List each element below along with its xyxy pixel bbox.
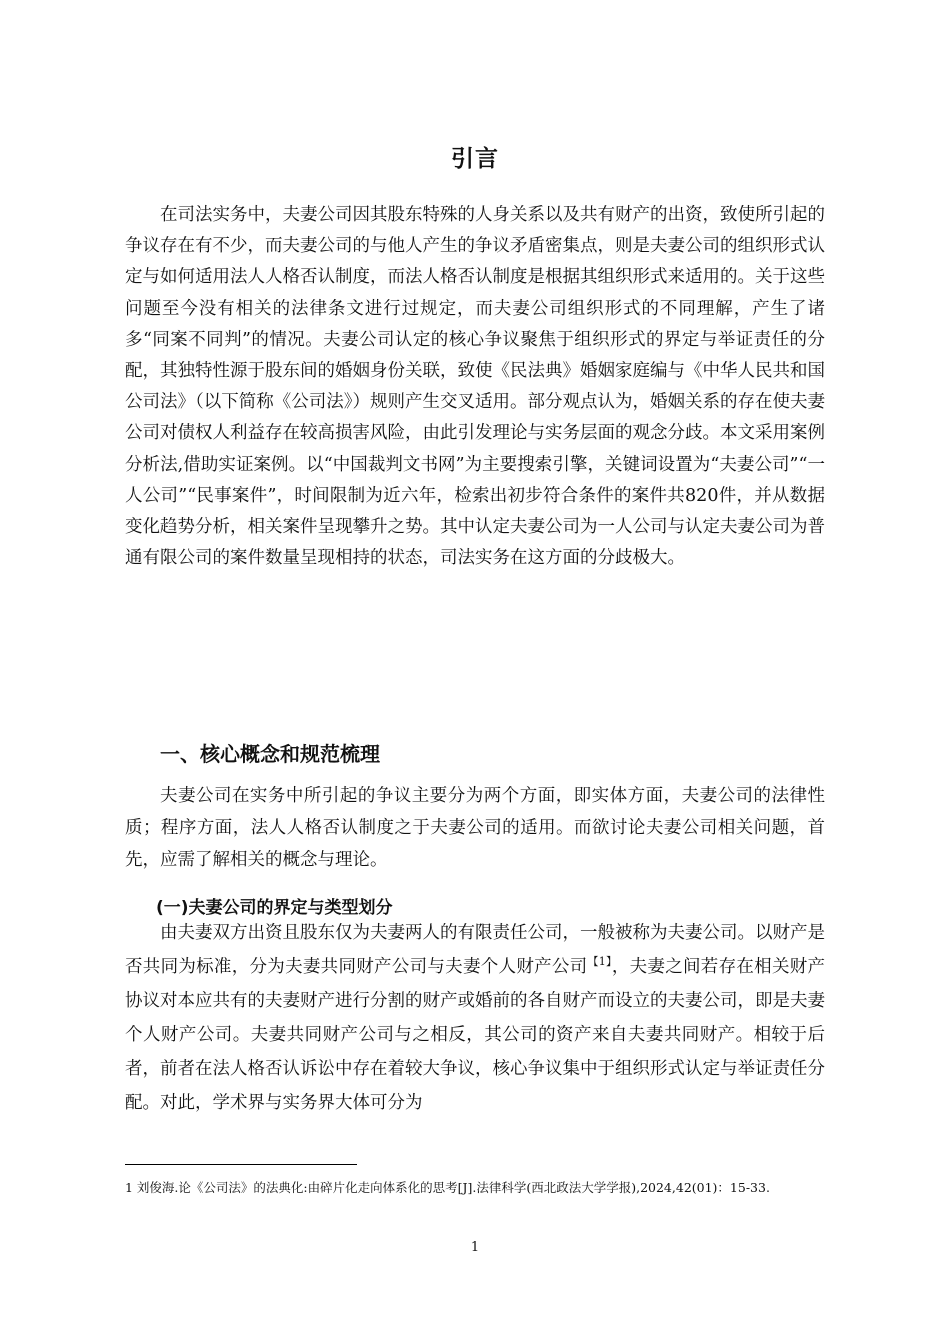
section-paragraph: 夫妻公司在实务中所引起的争议主要分为两个方面，即实体方面，夫妻公司的法律性质；程序方面，法人人格否认制度之于夫妻公司的适用。而欲讨论夫妻公司相关问题，首先，应需了解相关的概念与理论。 [125, 786, 825, 870]
subsection-text-before-ref: 由夫妻双方出资且股东仅为夫妻两人的有限责任公司，一般被称为夫妻公司。以财产是否共同为标准，分为夫妻共同财产公司与夫妻个人财产公司 [125, 923, 825, 977]
subsection-paragraph [125, 916, 825, 1120]
section-heading: 一、核心概念和规范梳理 [160, 742, 380, 766]
intro-paragraph: 在司法实务中，夫妻公司因其股东特殊的人身关系以及共有财产的出资，致使所引起的争议存在有不少，而夫妻公司的与他人产生的争议矛盾密集点，则是夫妻公司的组织形式认定与如何适用法人人格否认制度，而法人格否认制度是根据其组织形式来适用的。关于这些问题至今没有相关的法律条文进行过规定，而夫妻公司组织形式的不同理解，产生了诸多“同案不同判”的情况。夫妻公司认定的核心争议聚焦于组织形式的界定与举证责任的分配，其独特性源于股东间的婚姻身份关联，致使《民法典》婚姻家庭编与《中华人民共和国公司法》（以下简称《公司法》）规则产生交叉适用。部分观点认为，婚姻关系的存在使夫妻公司对债权人利益存在较高损害风险，由此引发理论与实务层面的观念分歧。本文采用案例分析法,借助实证案例。以“中国裁判文书网”为主要搜索引擎，关键词设置为“夫妻公司”“一人公司”“民事案件”，时间限制为近六年，检索出初步符合条件的案件共820件，并从数据变化趋势分析，相关案件呈现攀升之势。其中认定夫妻公司为一人公司与认定夫妻公司为普通有限公司的案件数量呈现相持的状态，司法实务在这方面的分歧极大。 [125, 205, 825, 569]
page-number: 1 [470, 1240, 480, 1255]
footnote: 1 刘俊海.论《公司法》的法典化:由碎片化走向体系化的思考[J].法律科学(西北政法大学学报),2024,42(01)：15-33. [125, 1180, 770, 1195]
footnote-divider [125, 1164, 357, 1165]
subsection-heading: (一)夫妻公司的界定与类型划分 [156, 898, 393, 918]
page-title: 引言 [451, 146, 499, 172]
footnote-reference[interactable]: 【1】 [587, 955, 612, 969]
subsection-text-after-ref: ，夫妻之间若存在相关财产协议对本应共有的夫妻财产进行分割的财产或婚前的各自财产而设立的夫妻公司，即是夫妻个人财产公司。夫妻共同财产公司与之相反，其公司的资产来自夫妻共同财产。相较于后者，前者在法人格否认诉讼中存在着较大争议，核心争议集中于组织形式认定与举证责任分配。对此，学术界与实务界大体可分为 [125, 957, 826, 1113]
